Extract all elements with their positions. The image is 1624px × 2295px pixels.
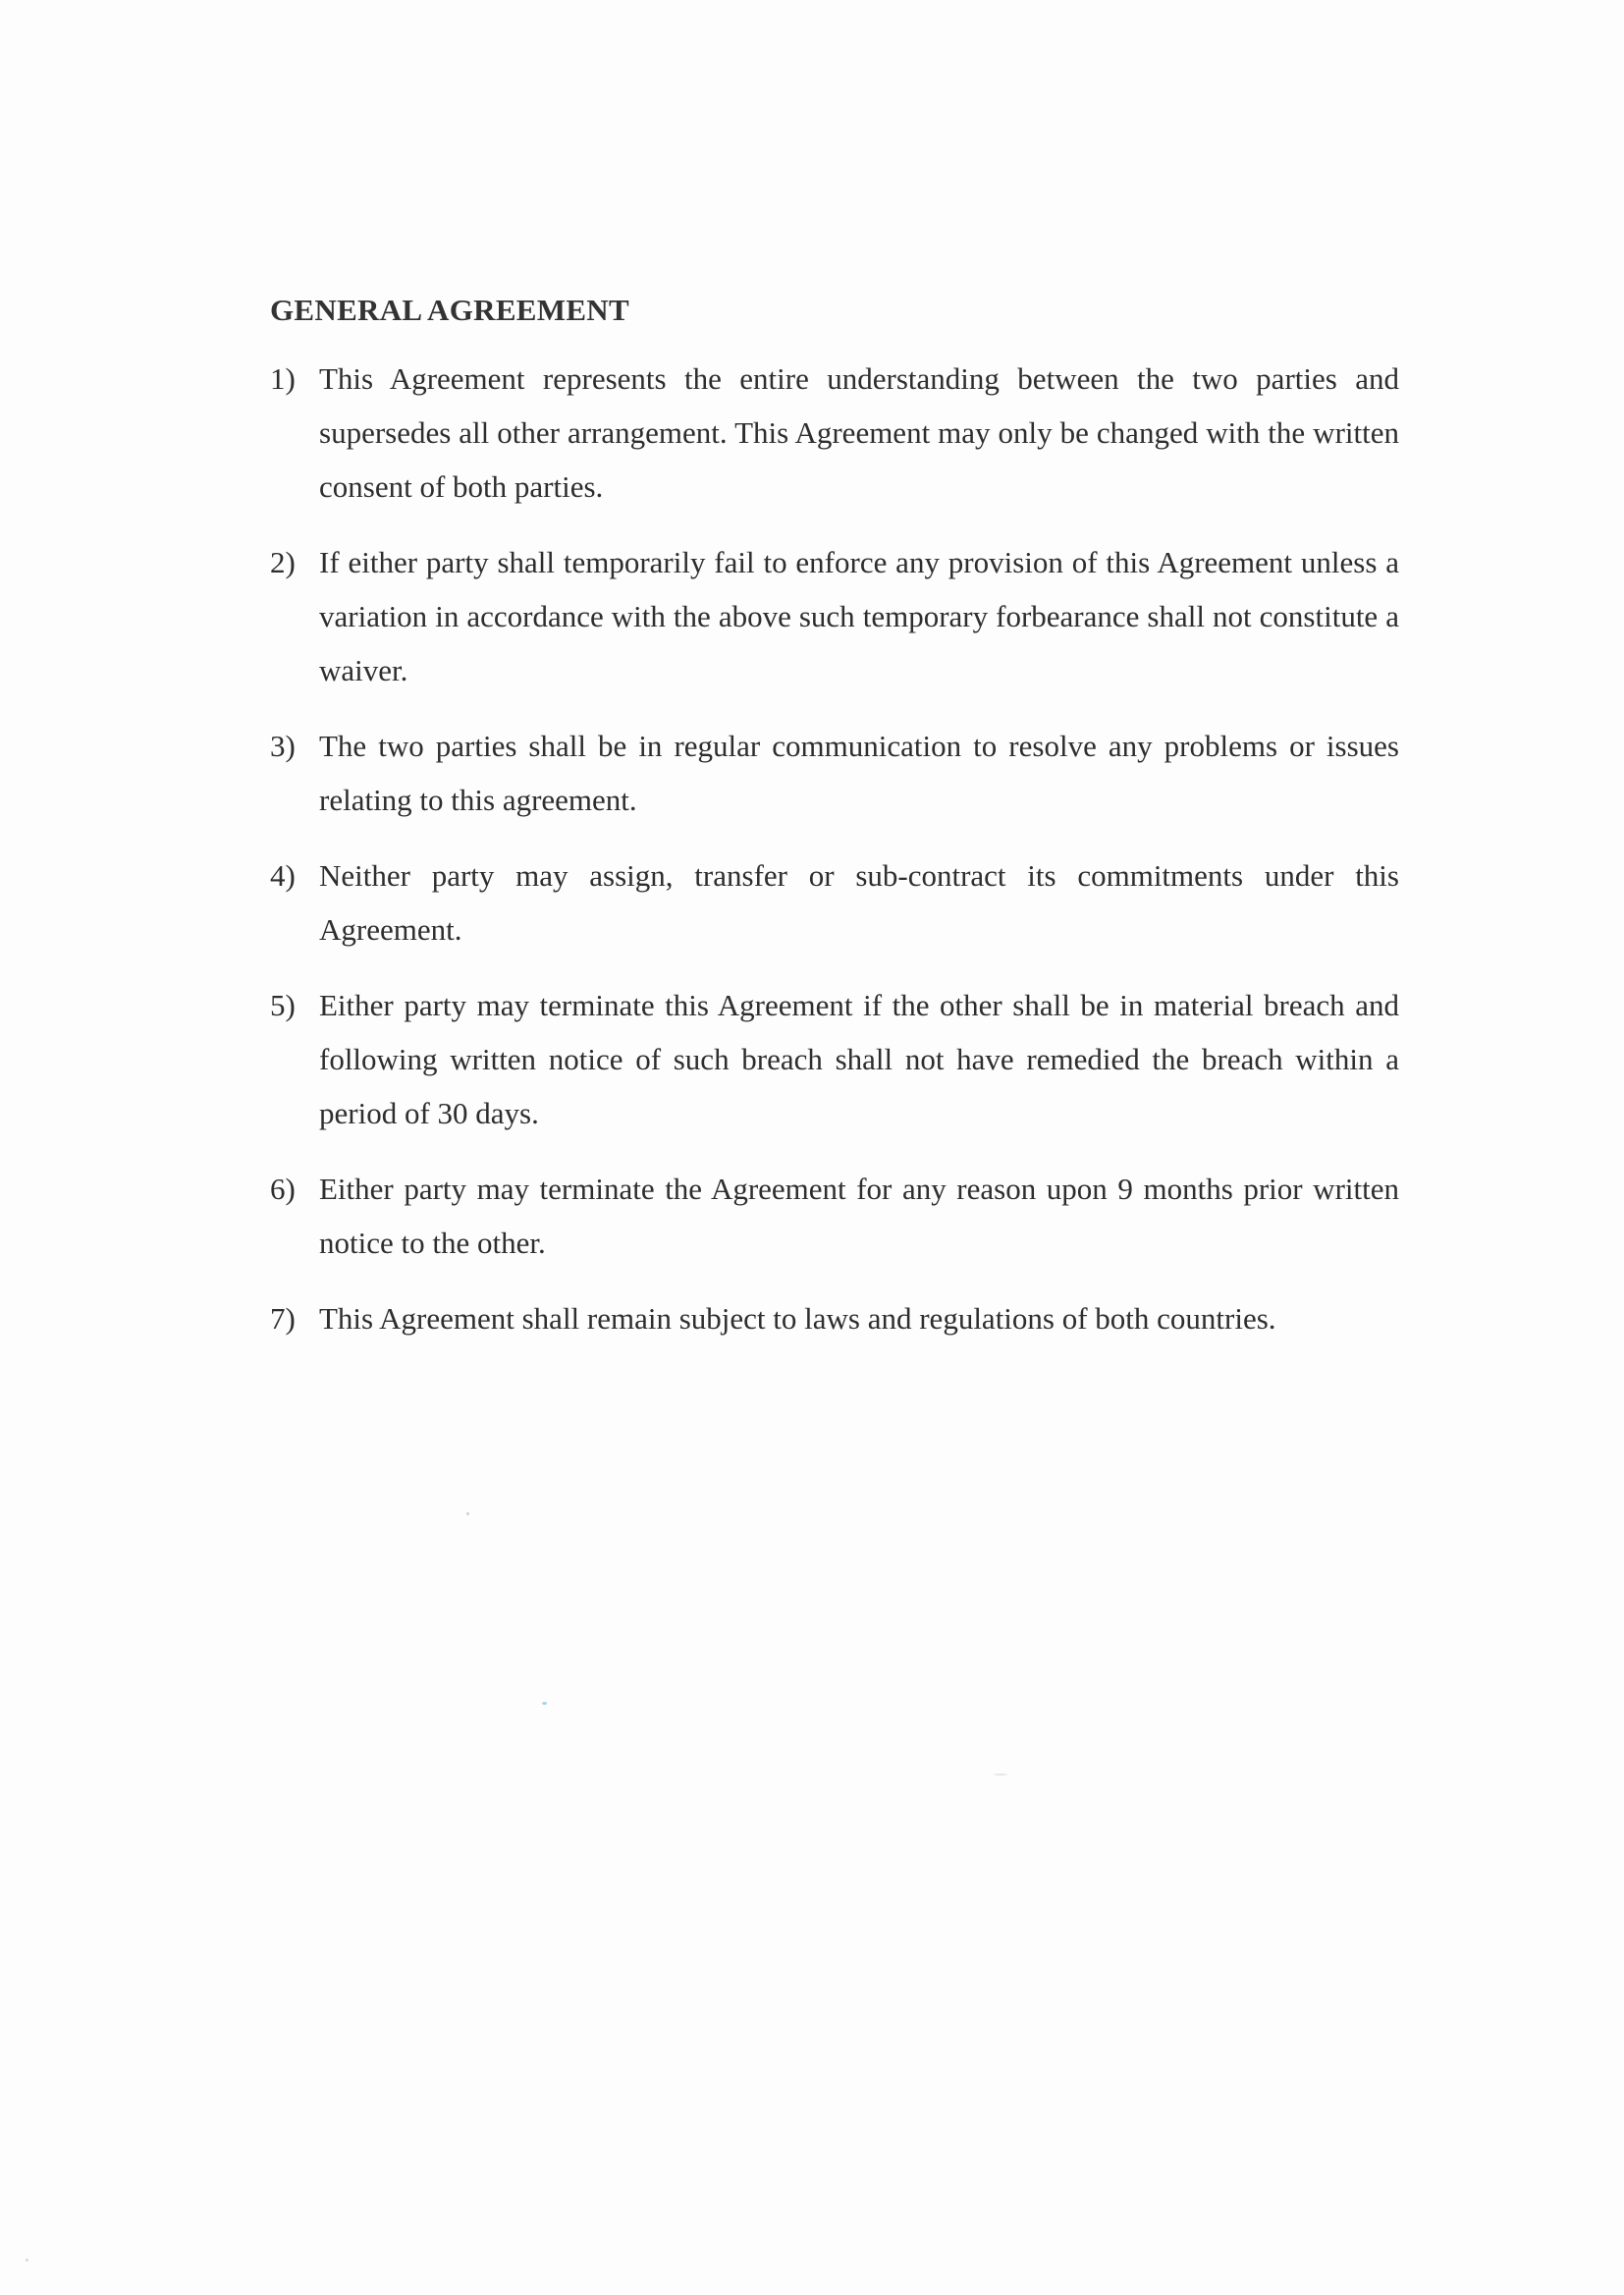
clause-list	[270, 352, 1399, 1345]
clause-text: This Agreement represents the entire understanding between the two parties and supersedes all other arrangement. This Agreement may only be changed with the written consent of both parties.	[319, 361, 1399, 504]
scan-speck	[26, 2259, 28, 2262]
scan-speck	[466, 1512, 469, 1515]
clause-number: 3)	[270, 729, 296, 763]
clause-text: Neither party may assign, transfer or sub-contract its commitments under this Agreement.	[319, 858, 1399, 947]
document-heading: GENERAL AGREEMENT	[270, 293, 629, 327]
scan-speck	[994, 1774, 1007, 1776]
agreement-body	[270, 291, 1399, 1367]
clause-4	[270, 848, 1399, 956]
clause-number: 1)	[270, 361, 296, 396]
clause-number: 2)	[270, 545, 296, 579]
clause-text: The two parties shall be in regular communication to resolve any problems or issues relating to this agreement.	[319, 729, 1399, 817]
scan-speck	[542, 1702, 547, 1705]
clause-1	[270, 352, 1399, 514]
clause-5	[270, 978, 1399, 1140]
clause-2	[270, 535, 1399, 697]
clause-6	[270, 1162, 1399, 1270]
clause-number: 7)	[270, 1301, 296, 1336]
clause-text: Either party may terminate the Agreement for any reason upon 9 months prior written notice to the other.	[319, 1172, 1399, 1260]
clause-number: 6)	[270, 1172, 296, 1206]
clause-3	[270, 719, 1399, 827]
clause-text: This Agreement shall remain subject to laws and regulations of both countries.	[319, 1301, 1276, 1336]
clause-text: If either party shall temporarily fail to enforce any provision of this Agreement unless a variation in accordance with the above such temporary forbearance shall not constitute a waiver.	[319, 545, 1399, 687]
clause-7	[270, 1291, 1399, 1345]
clause-number: 5)	[270, 988, 296, 1022]
clause-number: 4)	[270, 858, 296, 893]
clause-text: Either party may terminate this Agreement if the other shall be in material breach and following written notice of such breach shall not have remedied the breach within a period of 30 days.	[319, 988, 1399, 1130]
